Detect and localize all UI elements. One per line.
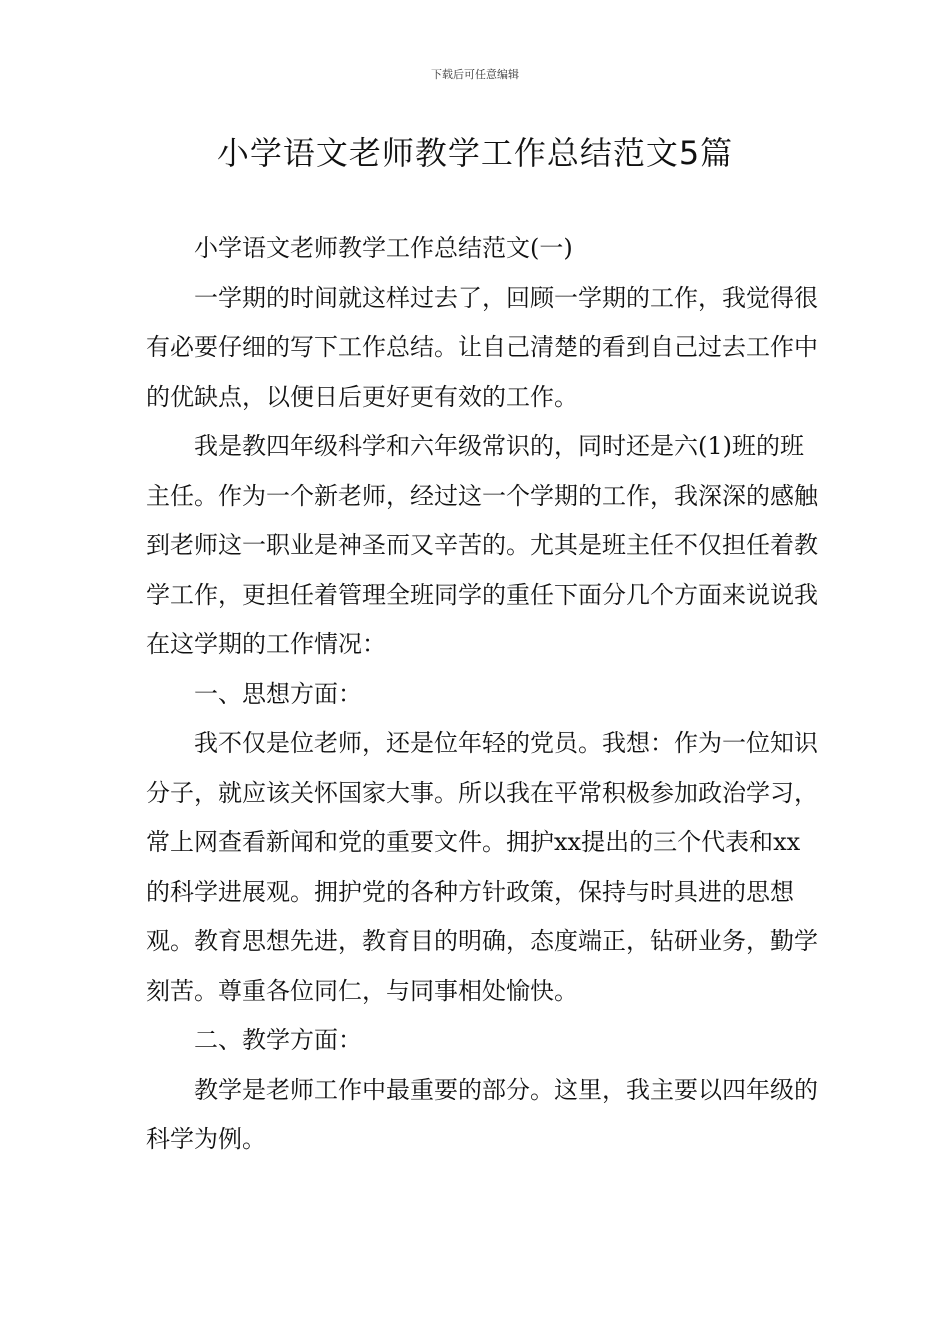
paragraph: 我是教四年级科学和六年级常识的，同时还是六(1)班的班主任。作为一个新老师，经过这一个学期的工作，我深深的感触到老师这一职业是神圣而又辛苦的。尤其是班主任不仅担任着教学工作，更担任着管理全班同学的重任下面分几个方面来说说我在这学期的工作情况： <box>146 432 818 658</box>
paragraph: 我不仅是位老师，还是位年轻的党员。我想：作为一位知识分子，就应该关怀国家大事。所以我在平常积极参加政治学习，常上网查看新闻和党的重要文件。拥护xx提出的三个代表和xx的科学进展观。拥护党的各种方针政策，保持与时具进的思想观。教育思想先进，教育目的明确，态度端正，钻研业务，勤学刻苦。尊重各位同仁，与同事相处愉快。 <box>146 729 818 1005</box>
paragraph: 教学是老师工作中最重要的部分。这里，我主要以四年级的科学为例。 <box>146 1075 818 1153</box>
header-note: 下载后可任意编辑 <box>431 68 519 81</box>
document-body <box>146 224 818 1165</box>
section-heading: 小学语文老师教学工作总结范文(一) <box>194 234 573 262</box>
paragraph: 一学期的时间就这样过去了，回顾一学期的工作，我觉得很有必要仔细的写下工作总结。让自己清楚的看到自己过去工作中的优缺点，以便日后更好更有效的工作。 <box>146 283 818 411</box>
document-title: 小学语文老师教学工作总结范文5篇 <box>216 134 734 172</box>
subsection-heading: 一、思想方面： <box>194 679 362 708</box>
subsection-heading: 二、教学方面： <box>194 1026 362 1054</box>
